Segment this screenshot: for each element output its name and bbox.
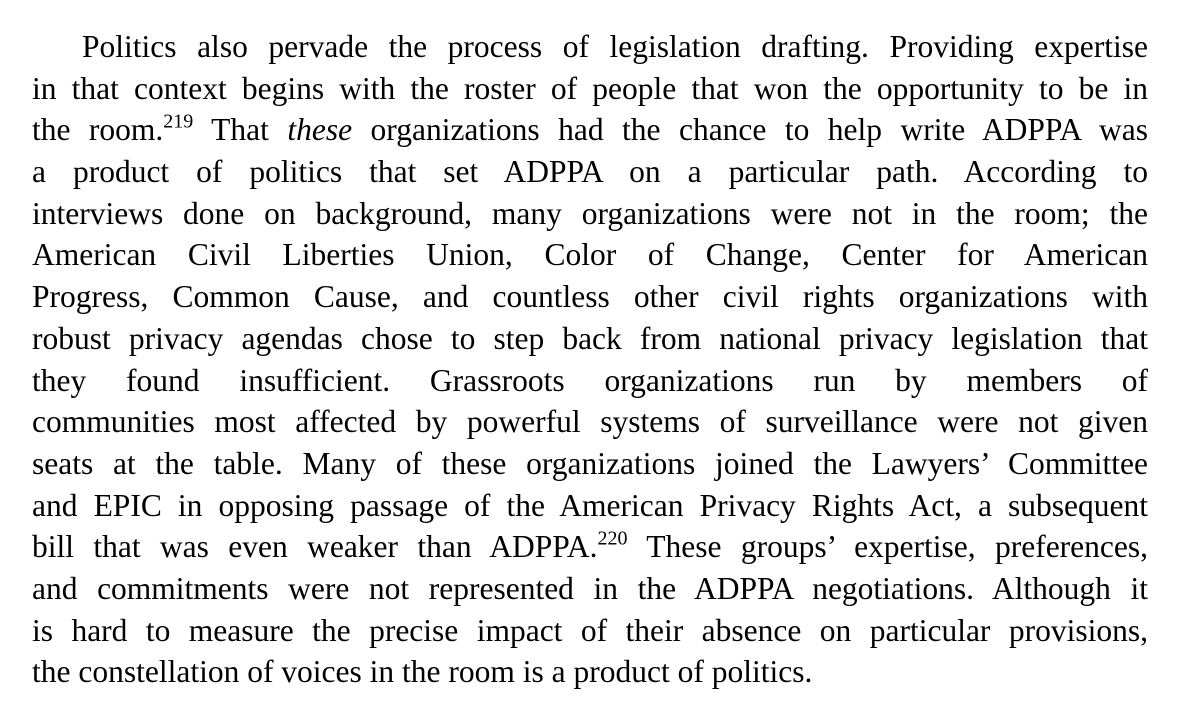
paragraph-line-4: a product of politics that set ADPPA on a particular path. According to [32,154,1148,190]
paragraph-line-14: and commitments were not represented in the ADPPA negotiations. Although it [32,570,1148,606]
paragraph-line-6: American Civil Liberties Union, Color of Change, Center for American [32,237,1148,273]
paragraph-line-8: robust privacy agendas chose to step back from national privacy legislation that [32,320,1148,356]
line-text: organizations had the chance to help write ADPPA was [352,112,1148,148]
document-page [32,26,1148,693]
line-text: That [193,112,288,148]
paragraph-line-5: interviews done on background, many organizations were not in the room; the [32,195,1148,231]
footnote-ref-219[interactable]: 219 [163,110,194,133]
paragraph-line-15: is hard to measure the precise impact of their absence on particular provisions, [32,612,1148,648]
paragraph-line-2: in that context begins with the roster of people that won the opportunity to be in [32,70,1148,106]
paragraph-line-1: Politics also pervade the process of legislation drafting. Providing expertise [82,29,1148,64]
footnote-ref-220[interactable]: 220 [597,527,628,550]
paragraph-line-10: communities most affected by powerful systems of surveillance were not given [32,404,1148,440]
paragraph-line-13 [32,526,1148,568]
paragraph-line-7: Progress, Common Cause, and countless other civil rights organizations with [32,279,1148,315]
line-text: the room. [32,112,164,148]
paragraph-line-9: they found insufficient. Grassroots organizations run by members of [32,362,1148,398]
emphasis-text: these [287,112,353,148]
paragraph-line-16: the constellation of voices in the room is a product of politics. [32,654,813,690]
paragraph-line-3 [32,109,1148,151]
paragraph-line-12: and EPIC in opposing passage of the American Privacy Rights Act, a subsequent [32,487,1148,523]
line-text: bill that was even weaker than ADPPA. [32,529,598,565]
body-paragraph [32,26,1148,693]
line-text: These groups’ expertise, preferences, [627,529,1149,565]
paragraph-line-11: seats at the table. Many of these organizations joined the Lawyers’ Committee [32,445,1148,481]
